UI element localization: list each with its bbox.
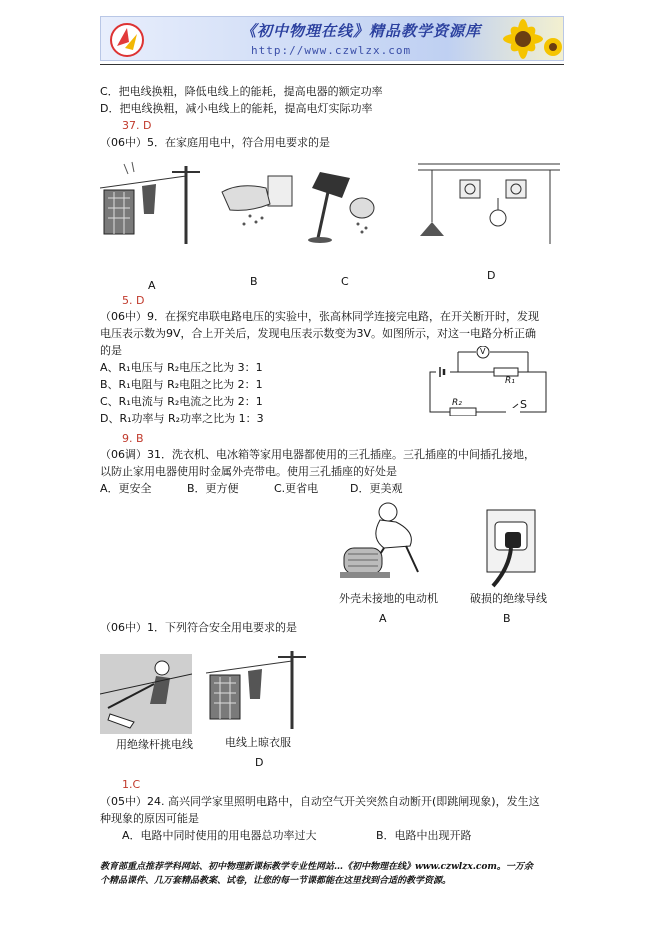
q5-label-b: B xyxy=(250,275,258,288)
question-5: （06中）5．在家庭用电中，符合用电要求的是 xyxy=(100,136,330,149)
q9-option-b: B、R₁电阻与 R₂电阻之比为 2：1 xyxy=(100,378,263,391)
q9-option-a: A、R₁电压与 R₂电压之比为 3：1 xyxy=(100,361,263,374)
footer-line2: 个精品课件、几万套精品教案、试卷，让您的每一节课都能在这里找到合适的教学资源。 xyxy=(100,876,452,886)
q5-label-a: A xyxy=(148,279,156,292)
header-rule xyxy=(100,64,564,65)
q31-option-a: A．更安全 xyxy=(100,482,152,495)
circuit-switch-label: S xyxy=(520,398,527,411)
ceiling-lights-picture xyxy=(418,158,560,250)
option-d-prev: D．把电线换粗，减小电线上的能耗，提高电灯实际功率 xyxy=(100,102,373,115)
logo-icon xyxy=(107,20,147,58)
q5-label-d: D xyxy=(487,269,496,282)
clothes-on-powerline-picture xyxy=(206,643,308,731)
answer-9: 9. B xyxy=(122,432,144,445)
circuit-r2-label: R₂ xyxy=(452,398,462,408)
question-24-line1: （05中）24. 高兴同学家里照明电路中，自动空气开关突然自动断开(即跳闸现象)，发生这 xyxy=(100,795,540,808)
q31-option-b: B．更方便 xyxy=(187,482,239,495)
caption-insulating-rod: 用绝缘杆挑电线 xyxy=(116,738,193,751)
damaged-wire-picture xyxy=(483,508,543,588)
answer-37: 37. D xyxy=(122,119,152,132)
caption-clothes-powerline: 电线上晾衣服 xyxy=(225,736,291,749)
ungrounded-motor-picture xyxy=(340,498,440,582)
q24-option-b: B．电路中出现开路 xyxy=(376,829,472,842)
answer-5: 5. D xyxy=(122,294,145,307)
circuit-voltmeter-label: V xyxy=(480,347,486,356)
series-circuit-diagram xyxy=(428,346,550,416)
header-title: 《初中物理在线》精品教学资源库 xyxy=(241,22,482,40)
question-1: （06中）1．下列符合安全用电要求的是 xyxy=(100,621,297,634)
question-24-line2: 种现象的原因可能是 xyxy=(100,812,199,825)
wet-cloth-lamp-picture xyxy=(306,168,388,244)
caption-motor: 外壳未接地的电动机 xyxy=(339,592,438,605)
wet-hand-switch-picture xyxy=(220,170,302,234)
caption-damaged-wire: 破损的绝缘导线 xyxy=(470,592,547,605)
q5-label-c: C xyxy=(341,275,349,288)
option-c-prev: C．把电线换粗，降低电线上的能耗，提高电器的额定功率 xyxy=(100,85,383,98)
question-31-line1: （06调）31．洗衣机、电冰箱等家用电器都使用的三孔插座。三孔插座的中间插孔接地， xyxy=(100,448,535,461)
q31-option-c: C.更省电 xyxy=(274,482,319,495)
label-b-wire: B xyxy=(503,612,511,625)
question-9-line1: （06中）9．在探究串联电路电压的实验中，张高林同学连接完电路，在开关断开时，发现 xyxy=(100,310,539,323)
question-9-line3: 的是 xyxy=(100,344,122,357)
clothes-on-wire-picture xyxy=(100,158,202,246)
question-9-line2: 电压表示数为9V，合上开关后，发现电压表示数变为3V。如图所示，对这一电路分析正确 xyxy=(100,327,537,340)
header-banner xyxy=(100,16,564,61)
q24-option-a: A．电路中同时使用的用电器总功率过大 xyxy=(122,829,317,842)
header-url[interactable]: http://www.czwlzx.com xyxy=(251,44,412,57)
q31-option-d: D．更美观 xyxy=(350,482,403,495)
question-31-line2: 以防止家用电器使用时金属外壳带电。使用三孔插座的好处是 xyxy=(100,465,397,478)
circuit-r1-label: R₁ xyxy=(505,376,515,386)
insulating-rod-picture xyxy=(100,654,192,734)
q9-option-c: C、R₁电流与 R₂电流之比为 2：1 xyxy=(100,395,263,408)
label-d-clothes: D xyxy=(255,756,264,769)
sunflower-icon xyxy=(481,17,564,61)
q9-option-d: D、R₁功率与 R₂功率之比为 1：3 xyxy=(100,412,264,425)
footer-line1: 教育部重点推荐学科网站、初中物理新课标教学专业性网站…《初中物理在线》www.czwlzx.com。一万余 xyxy=(100,862,533,872)
answer-1: 1.C xyxy=(122,778,141,791)
label-a-motor: A xyxy=(379,612,387,625)
